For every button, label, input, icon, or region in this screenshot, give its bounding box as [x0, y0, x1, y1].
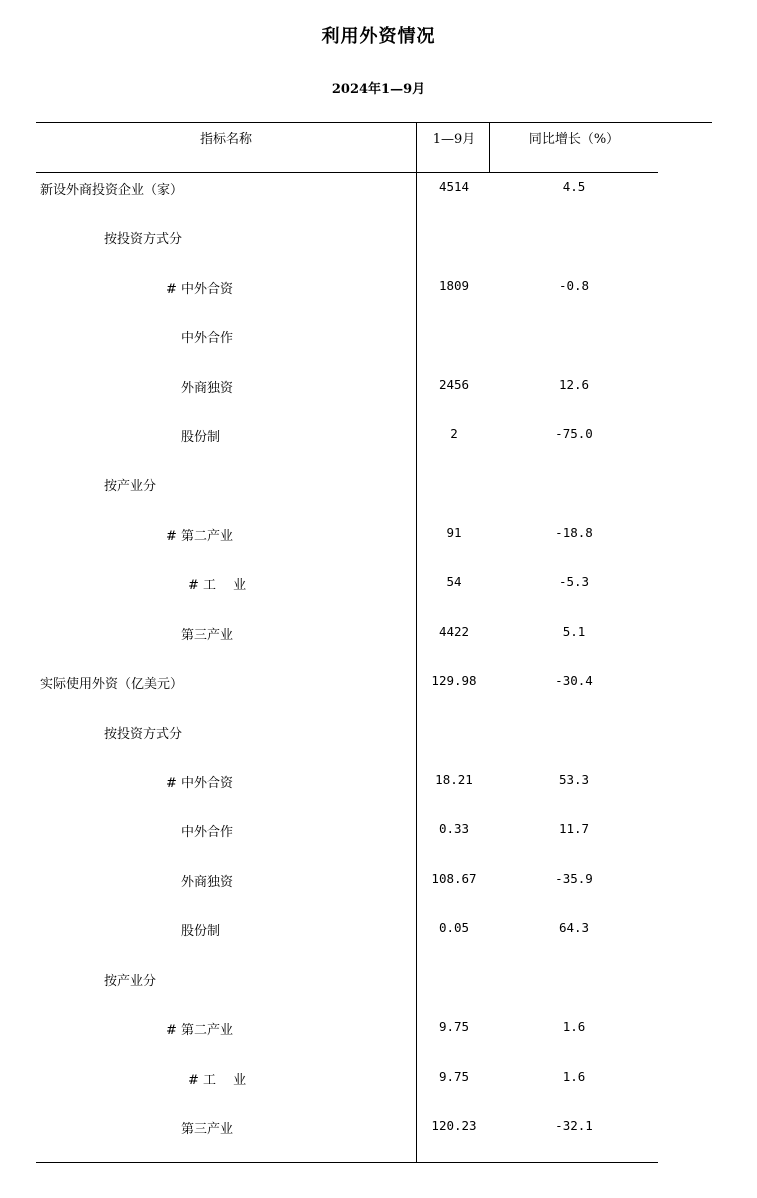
period-value: 108.67: [431, 871, 477, 886]
yoy-value: -5.3: [558, 574, 590, 589]
table-bottom-rule: [36, 1162, 658, 1163]
header-name: 指标名称: [199, 132, 252, 147]
page-title: 利用外资情况: [321, 26, 436, 47]
table-row: [0, 377, 757, 397]
yoy-value: -30.4: [555, 673, 593, 688]
yoy-value: 12.6: [558, 377, 590, 392]
table-row: [0, 1019, 757, 1039]
yoy-value: -75.0: [555, 426, 593, 441]
table-row: [0, 327, 757, 347]
indicator-name: 实际使用外资（亿美元）: [40, 677, 184, 692]
yoy-value: -18.8: [555, 525, 593, 540]
period-value: 129.98: [431, 673, 477, 688]
yoy-value: 1.6: [562, 1069, 586, 1084]
indicator-name: 外商独资: [181, 381, 234, 396]
period-value: 18.21: [435, 772, 473, 787]
indicator-name: 按投资方式分: [104, 727, 183, 742]
indicator-name: 中外合作: [181, 331, 234, 346]
yoy-value: -0.8: [558, 278, 590, 293]
table-row: [0, 821, 757, 841]
yoy-value: -32.1: [555, 1118, 593, 1133]
table-row: [0, 426, 757, 446]
indicator-name: 外商独资: [181, 875, 234, 890]
indicator-name: # 第二产业: [166, 529, 234, 544]
table-row: [0, 1118, 757, 1138]
indicator-name: # 中外合资: [166, 282, 234, 297]
period-value: 0.33: [438, 821, 470, 836]
table-row: [0, 1069, 757, 1089]
yoy-value: -35.9: [555, 871, 593, 886]
yoy-value: 4.5: [562, 179, 586, 194]
table-row: [0, 525, 757, 545]
indicator-name: # 中外合资: [166, 776, 234, 791]
table-row: [0, 871, 757, 891]
yoy-value: 5.1: [562, 624, 586, 639]
table-header-rule: [36, 172, 658, 173]
table-row: [0, 228, 757, 248]
indicator-name: # 工 业: [188, 578, 247, 593]
indicator-name: 新设外商投资企业（家）: [40, 183, 184, 198]
indicator-name: 按投资方式分: [104, 232, 183, 247]
yoy-value: 53.3: [558, 772, 590, 787]
indicator-name: 股份制: [181, 924, 221, 939]
period-value: 2: [450, 426, 458, 441]
table-row: [0, 574, 757, 594]
indicator-name: 第三产业: [181, 1122, 234, 1137]
table-row: [0, 723, 757, 743]
table-row: [0, 970, 757, 990]
indicator-name: # 工 业: [188, 1073, 247, 1088]
table-row: [0, 624, 757, 644]
header-period: 1—9月: [432, 132, 476, 147]
period-value: 0.05: [438, 920, 470, 935]
table-top-rule: [36, 122, 712, 123]
period-subtitle: 2024年1—9月: [331, 82, 426, 97]
period-value: 54: [446, 574, 462, 589]
header-yoy: 同比增长（%）: [528, 132, 620, 147]
table-row: [0, 920, 757, 940]
table-row: [0, 475, 757, 495]
period-value: 2456: [438, 377, 470, 392]
indicator-name: 按产业分: [104, 974, 157, 989]
yoy-value: 64.3: [558, 920, 590, 935]
indicator-name: 中外合作: [181, 825, 234, 840]
period-value: 9.75: [438, 1069, 470, 1084]
indicator-name: 第三产业: [181, 628, 234, 643]
period-value: 120.23: [431, 1118, 477, 1133]
yoy-value: 11.7: [558, 821, 590, 836]
period-value: 91: [446, 525, 462, 540]
table-row: [0, 772, 757, 792]
period-value: 1809: [438, 278, 470, 293]
table-row: [0, 179, 757, 199]
table-row: [0, 278, 757, 298]
period-value: 9.75: [438, 1019, 470, 1034]
period-value: 4514: [438, 179, 470, 194]
yoy-value: 1.6: [562, 1019, 586, 1034]
indicator-name: 股份制: [181, 430, 221, 445]
indicator-name: # 第二产业: [166, 1023, 234, 1038]
indicator-name: 按产业分: [104, 479, 157, 494]
table-row: [0, 673, 757, 693]
period-value: 4422: [438, 624, 470, 639]
